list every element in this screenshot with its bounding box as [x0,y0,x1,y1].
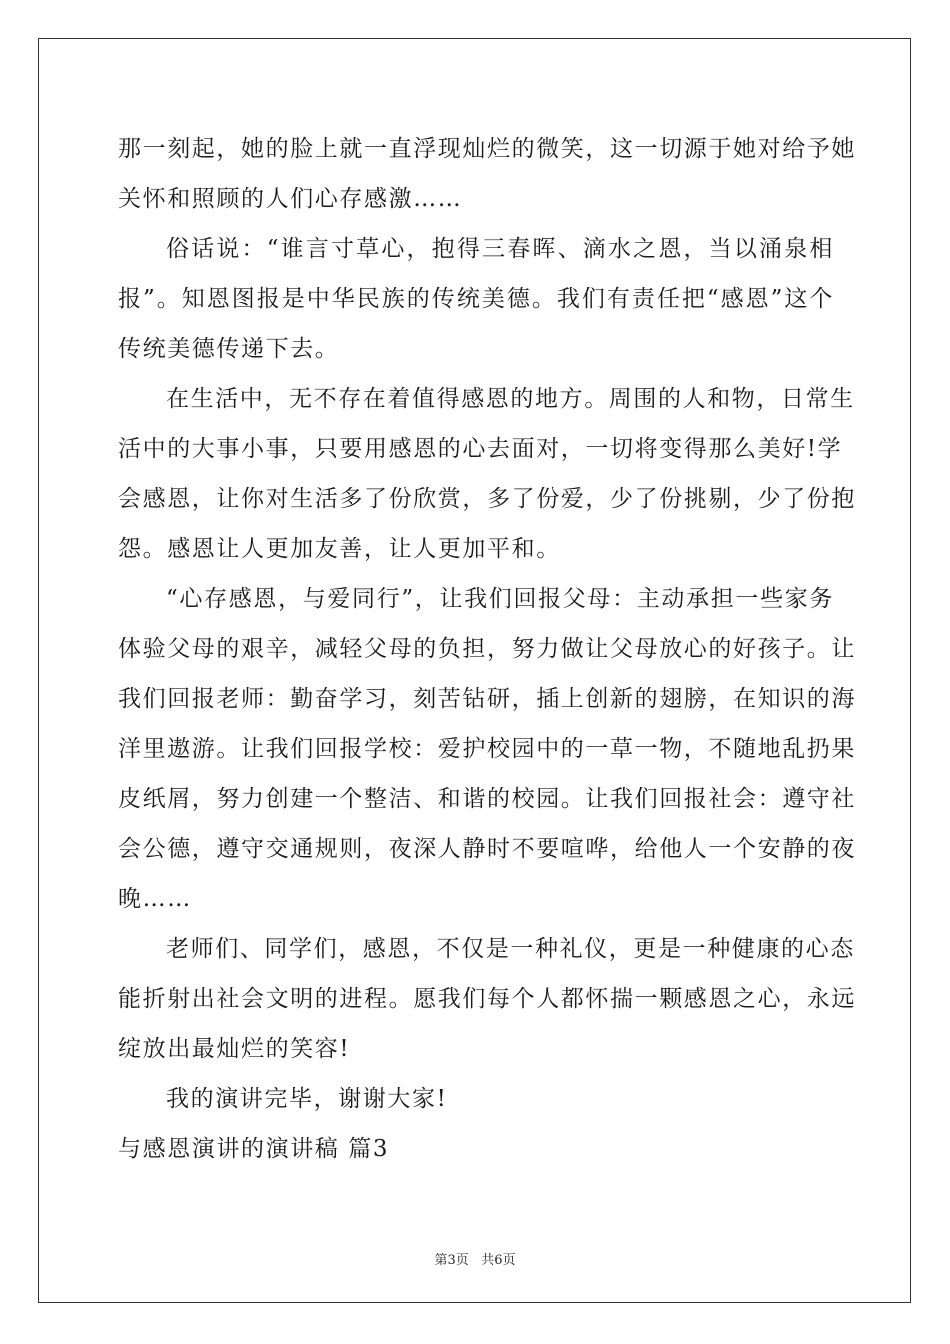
paragraph [118,574,856,924]
text-line: 洋里遨游。让我们回报学校：爱护校园中的一草一物，不随地乱扔果 [118,736,856,762]
text-line: 晚…… [118,886,192,912]
text-line: 绽放出最灿烂的笑容! [118,1036,351,1062]
text-line: 能折射出社会文明的进程。愿我们每个人都怀揣一颗感恩之心，永远 [118,986,856,1012]
text-line: 那一刻起，她的脸上就一直浮现灿烂的微笑，这一切源于她对给予她 [118,136,856,162]
text-line: 会感恩，让你对生活多了份欣赏，多了份爱，少了份挑剔，少了份抱 [118,486,856,512]
page-number: 第3页 [434,1253,469,1268]
text-line: 传统美德传递下去。 [118,336,340,362]
paragraph [118,124,856,224]
text-line: 我的演讲完毕，谢谢大家! [166,1086,448,1112]
section-heading: 与感恩演讲的演讲稿 篇3 [118,1136,390,1162]
text-line: 在生活中，无不存在着值得感恩的地方。周围的人和物，日常生 [166,386,855,412]
text-line: 怨。感恩让人更加友善，让人更加平和。 [118,536,561,562]
paragraph [118,924,856,1074]
text-line: 会公德，遵守交通规则，夜深人静时不要喧哗，给他人一个安静的夜 [118,836,856,862]
text-line: 报”。知恩图报是中华民族的传统美德。我们有责任把“感恩”这个 [118,286,834,312]
text-line: 我们回报老师：勤奋学习，刻苦钻研，插上创新的翅膀，在知识的海 [118,686,856,712]
text-line: 活中的大事小事，只要用感恩的心去面对，一切将变得那么美好!学 [118,436,843,462]
paragraph [118,224,834,374]
text-line: 俗话说：“谁言寸草心，抱得三春晖、滴水之恩，当以涌泉相 [166,236,834,262]
page-total: 共6页 [481,1253,516,1268]
text-line: “心存感恩，与爱同行”，让我们回报父母：主动承担一些家务 [166,586,834,612]
paragraph [118,1074,834,1124]
paragraph [118,374,856,574]
text-line: 关怀和照顾的人们心存感激…… [118,186,463,212]
text-line: 老师们、同学们，感恩，不仅是一种礼仪，更是一种健康的心态 [166,936,855,962]
text-line: 体验父母的艰辛，减轻父母的负担，努力做让父母放心的好孩子。让 [118,636,856,662]
page-footer [0,1249,950,1268]
text-line: 皮纸屑，努力创建一个整洁、和谐的校园。让我们回报社会：遵守社 [118,786,856,812]
document-body [118,124,856,1174]
